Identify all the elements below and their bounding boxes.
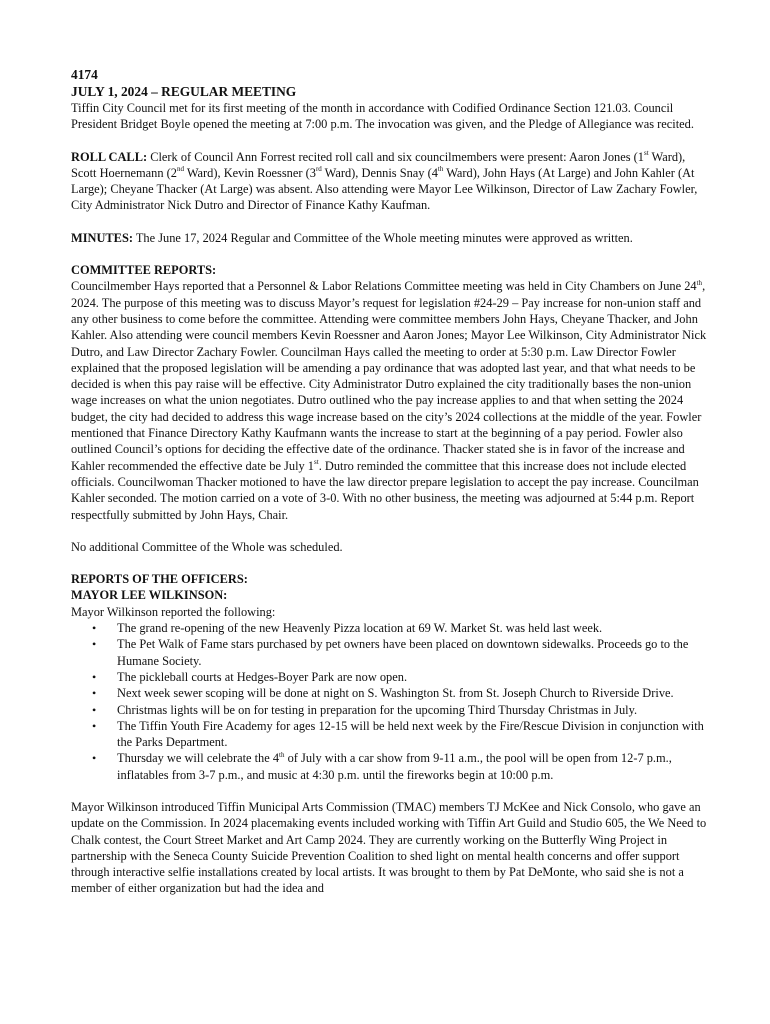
meeting-title: JULY 1, 2024 – REGULAR MEETING <box>71 84 297 99</box>
list-item-text: The grand re-opening of the new Heavenly Pizza location at 69 W. Market St. was held last week. <box>117 621 603 636</box>
roll-call-text: Clerk of Council Ann Forrest recited roll call and six councilmembers were present: Aaron Jones (1 <box>147 149 644 164</box>
list-item-text: The Tiffin Youth Fire Academy for ages 12-15 will be held next week by the Fire/Rescue Division in conjunction with the Parks Department. <box>117 718 704 750</box>
roll-call-paragraph <box>71 149 710 214</box>
page-number: 4174 <box>71 67 98 82</box>
minutes-text: The June 17, 2024 Regular and Committee of the Whole meeting minutes were approved as written. <box>132 230 633 245</box>
ordinal-suffix: th <box>437 165 444 174</box>
list-item-text: Next week sewer scoping will be done at night on S. Washington St. from St. Joseph Church to Riverside Drive. <box>117 686 674 701</box>
bullet-icon: • <box>92 686 97 701</box>
list-item-text: The pickleball courts at Hedges-Boyer Park are now open. <box>117 669 408 684</box>
ordinal-suffix: rd <box>315 165 322 174</box>
list-item <box>92 702 710 718</box>
bullet-icon: • <box>92 702 97 717</box>
bullet-icon: • <box>92 669 97 684</box>
ordinal-suffix: th <box>696 278 703 287</box>
bullet-icon: • <box>92 637 97 652</box>
mayor-report-lead: Mayor Wilkinson reported the following: <box>71 604 276 619</box>
ordinal-suffix: nd <box>176 165 184 174</box>
roll-call-text: Ward), Kevin Roessner (3 <box>183 165 316 180</box>
bullet-icon: • <box>92 621 97 636</box>
list-item-text: Christmas lights will be on for testing in preparation for the upcoming Third Thursday Christmas in July. <box>117 702 638 717</box>
list-item-text: of July with a car show from 9-11 a.m., the pool will be open from 12-7 p.m., inflatables from 3-7 p.m., and music at 4:30 p.m. until the fireworks begin at 10:00 p.m. <box>117 751 672 782</box>
ordinal-suffix: st <box>314 458 319 467</box>
bullet-icon: • <box>92 751 97 766</box>
committee-text: Councilmember Hays reported that a Personnel & Labor Relations Committee meeting was held in City Chambers on June 24 <box>71 279 697 294</box>
no-committee-of-whole-note: No additional Committee of the Whole was scheduled. <box>71 539 343 554</box>
ordinal-suffix: st <box>643 148 649 157</box>
list-item <box>92 636 710 669</box>
tmac-paragraph: Mayor Wilkinson introduced Tiffin Municipal Arts Commission (TMAC) members TJ McKee and Nick Consolo, who gave an update on the Commission. In 2024 placemaking events included working with Tiffin Art Guild and Studio 605, the We Need to Chalk contest, the Court Street Market and Art Camp 2024. They are currently working on the Butterfly Wing Project in partnership with the Seneca County Suicide Prevention Coalition to shed light on mental health concerns and offer support through interactive selfie installations created by local artists. It was brought to them by Pat DeMonte, who said she is not a member of either organization but had the idea and <box>71 799 707 896</box>
list-item <box>92 685 710 701</box>
committee-reports-heading: COMMITTEE REPORTS: <box>71 263 217 278</box>
committee-report-paragraph <box>71 278 710 522</box>
ordinal-suffix: th <box>279 750 285 759</box>
mayor-report-list <box>71 620 710 783</box>
roll-call-heading: ROLL CALL: <box>71 149 148 164</box>
list-item <box>92 718 710 751</box>
committee-text: . Dutro reminded the committee that this increase does not include elected officials. Councilwoman Thacker motioned to have the law director prepare legislation to accept the pay increase. Councilman Kahler seconded. The motion carried on a vote of 3-0. With no other business, the meeting was adjourned at 5:44 p.m. Report respectfully submitted by John Hays, Chair. <box>71 458 699 522</box>
committee-text: , 2024. The purpose of this meeting was to discuss Mayor’s request for legislation #24-29 – Pay increase for non-union staff and any other business to come before the committee. Attending were committee members John Hays, Cheyane Thacker, and John Kahler. Also attending were council members Kevin Roessner and Aaron Jones; Mayor Lee Wilkinson, City Administrator Nick Dutro, and Law Director Zachary Fowler. Councilman Hays called the meeting to order at 5:30 p.m. Law Director Fowler explained that the proposed legislation will be amending a pay ordinance that was adopted last year, and that what needs to be decided is when this pay raise will be effective. City Administrator Dutro explained the city traditionally bases the non-union wage increases on what the union negotiates. Dutro outlined who the pay increase applies to and that when setting the 2024 budget, the city had decided to address this wage increase based on the city’s 2024 collections at the middle of the year. Fowler mentioned that Finance Directory Kathy Kaufmann wants the increase to start at the beginning of a pay period. Fowler also outlined Council’s options for deciding the effective date of the ordinance. Thacker stated she is in favor of the increase and Kahler recommended the effective date be July 1 <box>71 279 707 473</box>
roll-call-text: Ward), John Hays (At Large) and John Kahler (At Large); Cheyane Thacker (At Large) was absent. Also attending were Mayor Lee Wilkinson, Director of Law Zachary Fowler, City Administrator Nick Dutro and Director of Finance Kathy Kaufman. <box>71 165 698 213</box>
roll-call-text: Ward), Scott Hoernemann (2 <box>71 149 686 180</box>
bullet-icon: • <box>92 718 97 733</box>
list-item <box>92 620 710 636</box>
mayor-heading: MAYOR LEE WILKINSON: <box>71 588 228 603</box>
officers-reports-heading: REPORTS OF THE OFFICERS: <box>71 572 248 587</box>
roll-call-text: Ward), Dennis Snay (4 <box>321 165 438 180</box>
minutes-paragraph <box>71 230 710 246</box>
intro-paragraph: Tiffin City Council met for its first meeting of the month in accordance with Codified Ordinance Section 121.03. Council President Bridget Boyle opened the meeting at 7:00 p.m. The invocation was given, and the Pledge of Allegiance was recited. <box>71 101 694 132</box>
list-item-text: Thursday we will celebrate the 4 <box>117 751 280 766</box>
list-item-text: The Pet Walk of Fame stars purchased by pet owners have been placed on downtown sidewalks. Proceeds go to the Humane Society. <box>117 637 689 668</box>
list-item <box>92 669 710 685</box>
minutes-heading: MINUTES: <box>71 230 133 245</box>
list-item <box>92 750 710 783</box>
